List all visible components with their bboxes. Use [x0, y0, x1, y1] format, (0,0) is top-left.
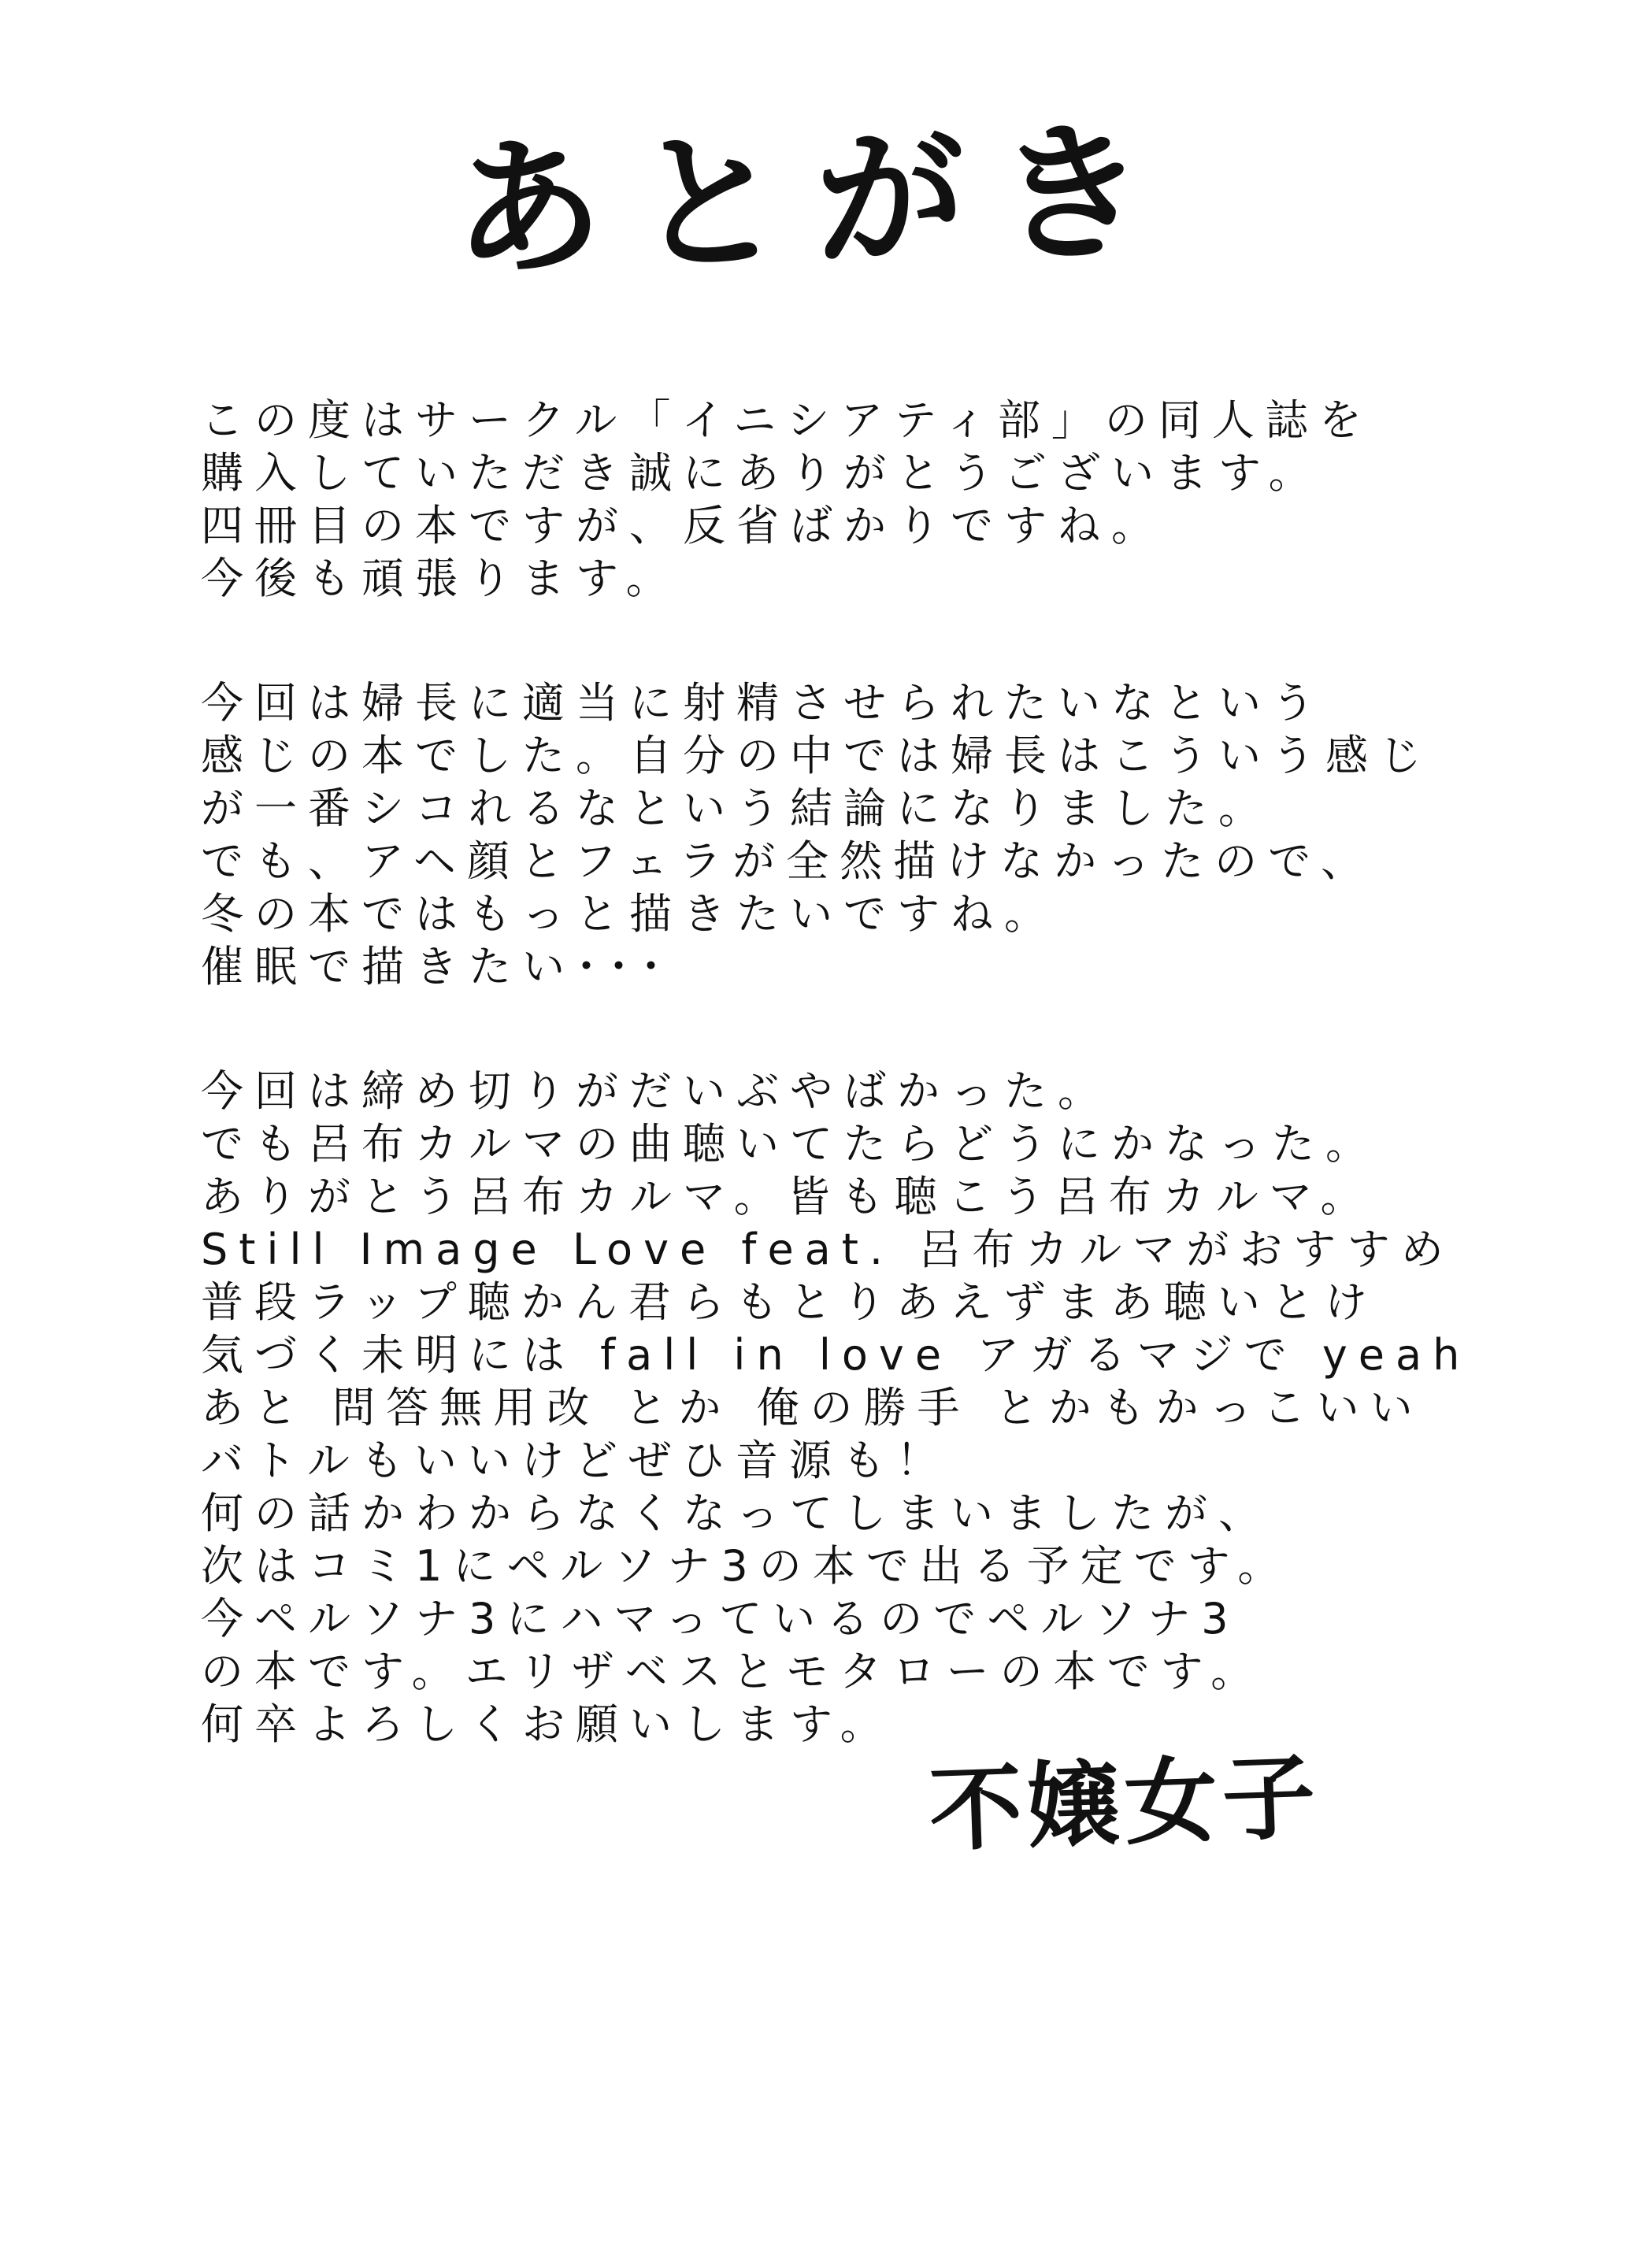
text-line: 今ペルソナ3にハマっているのでペルソナ3 — [201, 1594, 1240, 1644]
text-line: 感じの本でした。自分の中では婦長はこういう感じ — [201, 731, 1433, 780]
text-line: 四冊目の本ですが、反省ばかりですね。 — [201, 501, 1165, 550]
text-line: でも呂布カルマの曲聴いてたらどうにかなった。 — [201, 1119, 1379, 1169]
text-line: 普段ラップ聴かん君らもとりあえずまあ聴いとけ — [201, 1277, 1378, 1327]
text-line: 冬の本ではもっと描きたいですね。 — [201, 889, 1058, 939]
text-line: 何卒よろしくお願いします。 — [201, 1699, 894, 1749]
text-line: 今回は婦長に適当に射精させられたいなという — [201, 678, 1325, 728]
text-line: が一番シコれるなという結論になりました。 — [201, 784, 1272, 833]
paragraph-gap — [201, 993, 1555, 1065]
text-line: 今回は締め切りがだいぶやばかった。 — [201, 1066, 1111, 1116]
text-line: の本です。エリザベスとモタローの本です。 — [201, 1647, 1265, 1696]
text-line: 購入していただき誠にありがとうございます。 — [201, 448, 1322, 498]
text-line: 今後も頑張ります。 — [201, 554, 680, 603]
author-signature: 不嬢女子 — [927, 1741, 1322, 1865]
text-line: 催眠で描きたい･･･ — [201, 942, 673, 991]
text-line: バトルもいいけどぜひ音源も！ — [201, 1436, 950, 1485]
page-title: あとがき — [450, 102, 1181, 298]
text-line: ありがとう呂布カルマ。皆も聴こう呂布カルマ。 — [201, 1172, 1374, 1221]
text-line: 何の話かわからなくなってしまいましたが、 — [201, 1488, 1272, 1538]
afterword-body — [201, 394, 1555, 1751]
text-line: でも、アヘ顔とフェラが全然描けなかったので、 — [201, 836, 1375, 886]
text-line: Still Image Love feat. 呂布カルマがおすすめ — [201, 1225, 1455, 1274]
text-line: この度はサークル「イニシアティ部」の同人誌を — [201, 395, 1373, 445]
text-line: 次はコミ1にペルソナ3の本で出る予定です。 — [201, 1541, 1292, 1591]
text-line: あと 問答無用改 とか 俺の勝手 とかもかっこいい — [201, 1383, 1424, 1432]
paragraph-gap — [201, 605, 1555, 676]
text-line: 気づく未明には fall in love アガるマジで yeah — [201, 1330, 1471, 1380]
